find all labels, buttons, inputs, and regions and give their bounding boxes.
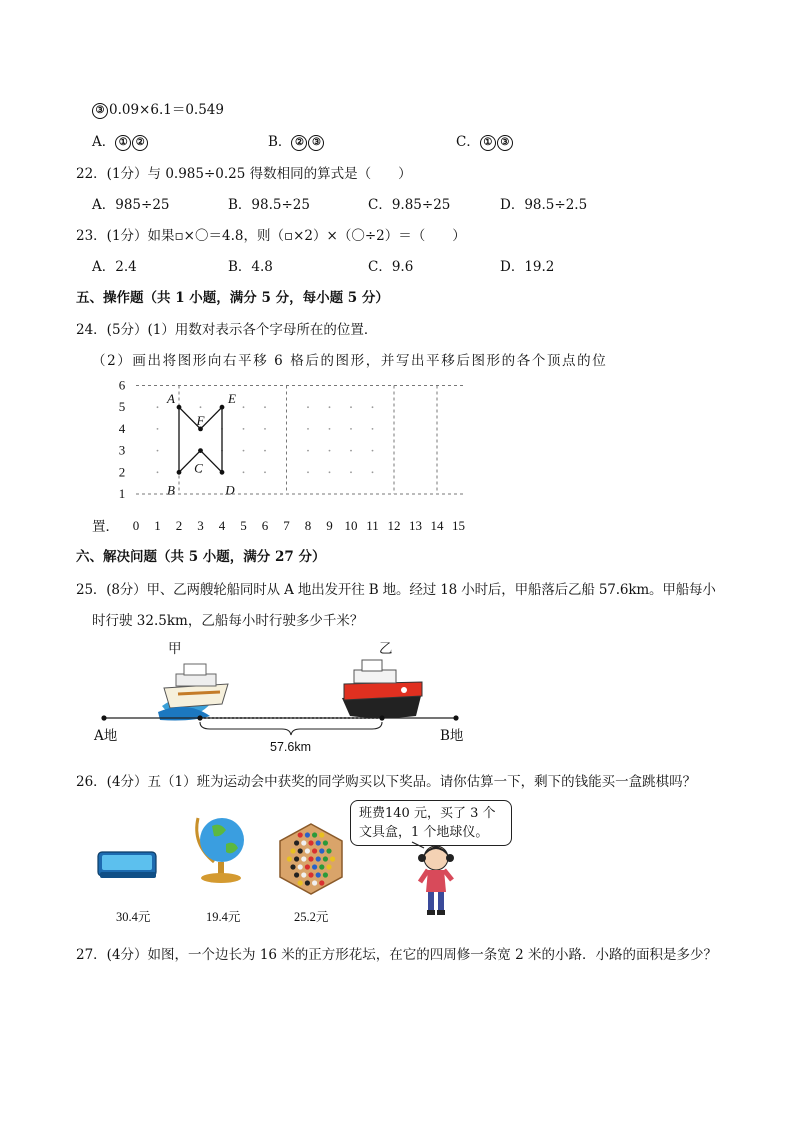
checker-marble bbox=[312, 880, 317, 885]
q25-line2: 时行驶 32.5km，乙船每小时行驶多少千米？ bbox=[92, 613, 364, 629]
grid-dot bbox=[329, 406, 331, 408]
vertex-label: D bbox=[225, 482, 235, 498]
grid-dot bbox=[329, 450, 331, 452]
price-checkers: 25.2元 bbox=[294, 910, 329, 924]
grid-dot bbox=[243, 471, 245, 473]
q21-option-c: C． ① ③ bbox=[456, 133, 514, 151]
x-tick-label: 3 bbox=[197, 518, 204, 533]
checker-marble bbox=[301, 856, 306, 861]
q24-line1: 24．(5分）(1）用数对表示各个字母所在的位置． bbox=[76, 322, 378, 338]
checker-marble bbox=[323, 840, 328, 845]
x-tick-label: 7 bbox=[283, 518, 290, 533]
gap-label: 57.6km bbox=[270, 740, 311, 754]
x-tick-label: 12 bbox=[387, 518, 401, 533]
circled-number: ② bbox=[132, 135, 148, 151]
checker-marble bbox=[305, 832, 310, 837]
q23-option-b: B．4.8 bbox=[228, 259, 273, 275]
vertex-point bbox=[220, 405, 225, 410]
checker-marble bbox=[305, 864, 310, 869]
checker-marble bbox=[308, 840, 313, 845]
q26-text: 26．(4分）五（1）班为运动会中获奖的同学购买以下奖品。请你估算一下，剩下的钱能买一盒跳棋吗？ bbox=[76, 774, 697, 790]
coordinate-grid bbox=[118, 376, 478, 541]
grid-dot bbox=[307, 406, 309, 408]
q22-option-a: A．985÷25 bbox=[92, 197, 170, 213]
checker-marble bbox=[312, 864, 317, 869]
grid-dot bbox=[264, 406, 266, 408]
ship2-label: 乙 bbox=[379, 641, 393, 657]
grid-dot bbox=[157, 471, 159, 473]
x-tick-label: 9 bbox=[326, 518, 333, 533]
grid-dot bbox=[372, 450, 374, 452]
ship-yi-icon bbox=[342, 660, 422, 718]
checker-marble bbox=[326, 848, 331, 853]
ship-jia-icon bbox=[158, 664, 228, 721]
y-tick-label: 6 bbox=[118, 377, 126, 393]
vertex-label: B bbox=[167, 482, 175, 498]
q23-text: 23．(1分）如果▫×〇＝4.8，则（▫×2）×（〇÷2）＝（ ） bbox=[76, 228, 466, 244]
checker-marble bbox=[301, 872, 306, 877]
q22-option-b: B．98.5÷25 bbox=[228, 197, 310, 213]
x-tick-label: 14 bbox=[430, 518, 444, 533]
checker-marble bbox=[305, 880, 310, 885]
grid-dot bbox=[372, 471, 374, 473]
checker-marble bbox=[319, 864, 324, 869]
end-label: B地 bbox=[440, 728, 464, 744]
vertex-label: E bbox=[228, 391, 236, 407]
x-tick-label: 10 bbox=[344, 518, 358, 533]
grid-dot bbox=[200, 406, 202, 408]
grid-dot bbox=[307, 471, 309, 473]
q27-text: 27．(4分）如图，一个边长为 16 米的正方形花坛，在它的四周修一条宽 2 米的小路．小路的面积是多少？ bbox=[76, 947, 717, 963]
circled-number: ③ bbox=[308, 135, 324, 151]
checker-marble bbox=[316, 840, 321, 845]
checker-marble bbox=[323, 856, 328, 861]
ship1-label: 甲 bbox=[168, 641, 182, 657]
grid-dot bbox=[372, 428, 374, 430]
q21-option-b: B． ② ③ bbox=[268, 133, 325, 151]
circled-number: ① bbox=[480, 135, 496, 151]
checker-marble bbox=[294, 856, 299, 861]
q23-option-a: A．2.4 bbox=[92, 259, 137, 275]
section5-heading: 五、操作题（共 1 小题，满分 5 分，每小题 5 分） bbox=[76, 290, 389, 306]
grid-dot bbox=[264, 450, 266, 452]
x-tick-label: 2 bbox=[175, 518, 183, 533]
checker-marble bbox=[287, 856, 292, 861]
grid-dot bbox=[329, 471, 331, 473]
x-tick-label: 5 bbox=[240, 518, 247, 533]
section6-heading: 六、解决问题（共 5 小题，满分 27 分） bbox=[76, 549, 326, 565]
y-tick-label: 4 bbox=[118, 420, 126, 436]
x-tick-label: 6 bbox=[261, 518, 269, 533]
grid-dot bbox=[157, 406, 159, 408]
grid-dot bbox=[243, 406, 245, 408]
circled-number: ① bbox=[115, 135, 131, 151]
checker-marble bbox=[298, 864, 303, 869]
price-pencil-box: 30.4元 bbox=[116, 910, 151, 924]
y-tick-label: 5 bbox=[118, 399, 126, 415]
checker-marble bbox=[319, 848, 324, 853]
circled-number: ③ bbox=[497, 135, 513, 151]
x-tick-label: 11 bbox=[366, 518, 379, 533]
vertex-label: F bbox=[196, 412, 205, 428]
grid-dot bbox=[350, 428, 352, 430]
q25-line1: 25．(8分）甲、乙两艘轮船同时从 A 地出发开往 B 地。经过 18 小时后，甲船落后乙船 57.6km。甲船每小 bbox=[76, 582, 716, 598]
grid-dot bbox=[264, 428, 266, 430]
checker-marble bbox=[298, 880, 303, 885]
checker-marble bbox=[323, 872, 328, 877]
q21-item3-expr: 0.09×6.1＝0.549 bbox=[109, 102, 224, 118]
bubble-line2: 文具盒，1 个地球仪。 bbox=[359, 825, 489, 840]
circled-number: ② bbox=[291, 135, 307, 151]
grid-dot bbox=[243, 428, 245, 430]
girl-student-icon bbox=[400, 840, 470, 920]
circled-number: ③ bbox=[92, 103, 108, 119]
vertex-label: A bbox=[167, 391, 175, 407]
x-tick-label: 4 bbox=[218, 518, 226, 533]
grid-dot bbox=[157, 450, 159, 452]
q23-option-c: C．9.6 bbox=[368, 259, 414, 275]
q24-line3: 置． bbox=[92, 519, 119, 535]
vertex-point bbox=[198, 448, 203, 453]
q22-option-c: C．9.85÷25 bbox=[368, 197, 451, 213]
grid-dot bbox=[264, 471, 266, 473]
checker-marble bbox=[298, 832, 303, 837]
grid-dot bbox=[243, 450, 245, 452]
price-globe: 19.4元 bbox=[206, 910, 241, 924]
grid-dot bbox=[157, 428, 159, 430]
checker-marble bbox=[319, 880, 324, 885]
grid-dots bbox=[157, 406, 374, 473]
vertex-point bbox=[177, 470, 182, 475]
vertex-point bbox=[220, 470, 225, 475]
q21-option-a: A． ① ② bbox=[92, 133, 149, 151]
globe-icon bbox=[190, 810, 250, 888]
grid-dot bbox=[350, 471, 352, 473]
pencil-box-icon bbox=[96, 848, 160, 882]
checker-marble bbox=[308, 856, 313, 861]
checker-marble bbox=[316, 872, 321, 877]
checker-marble bbox=[294, 872, 299, 877]
checker-marble bbox=[298, 848, 303, 853]
checker-marble bbox=[305, 848, 310, 853]
grid-dot bbox=[307, 428, 309, 430]
checker-marble bbox=[316, 856, 321, 861]
x-tick-label: 15 bbox=[452, 518, 465, 533]
checker-marble bbox=[294, 840, 299, 845]
vertex-label: C bbox=[194, 460, 203, 476]
grid-dot bbox=[350, 450, 352, 452]
grid-dot bbox=[350, 406, 352, 408]
checker-marble bbox=[301, 840, 306, 845]
q21-item3 bbox=[92, 101, 224, 119]
start-label: A地 bbox=[94, 728, 118, 744]
x-tick-label: 1 bbox=[154, 518, 161, 533]
checker-marble bbox=[330, 856, 335, 861]
x-tick-label: 0 bbox=[132, 518, 140, 533]
grid-lines bbox=[136, 386, 465, 498]
vertex-point bbox=[177, 405, 182, 410]
grid-dot bbox=[372, 406, 374, 408]
y-tick-label: 1 bbox=[118, 486, 126, 501]
checker-marble bbox=[312, 848, 317, 853]
q24-line2: （2）画出将图形向右平移 6 格后的图形，并写出平移后图形的各个顶点的位 bbox=[92, 353, 608, 369]
grid-dot bbox=[329, 428, 331, 430]
checker-marble bbox=[312, 832, 317, 837]
q22-option-d: D．98.5÷2.5 bbox=[500, 197, 588, 213]
y-tick-label: 3 bbox=[118, 442, 126, 458]
bubble-line1: 班费140 元，买了 3 个 bbox=[359, 806, 496, 821]
shape-edge bbox=[201, 451, 223, 473]
x-tick-label: 8 bbox=[304, 518, 312, 533]
chinese-checkers-icon bbox=[278, 822, 344, 896]
q23-option-d: D．19.2 bbox=[500, 259, 555, 275]
checker-marble bbox=[319, 832, 324, 837]
checker-marble bbox=[290, 848, 295, 853]
checker-marble bbox=[308, 872, 313, 877]
grid-dot bbox=[307, 450, 309, 452]
y-tick-label: 2 bbox=[118, 464, 126, 480]
q22-text: 22．(1分）与 0.985÷0.25 得数相同的算式是（ ） bbox=[76, 166, 412, 182]
x-tick-label: 13 bbox=[409, 518, 422, 533]
checker-marble bbox=[290, 864, 295, 869]
checker-marble bbox=[326, 864, 331, 869]
